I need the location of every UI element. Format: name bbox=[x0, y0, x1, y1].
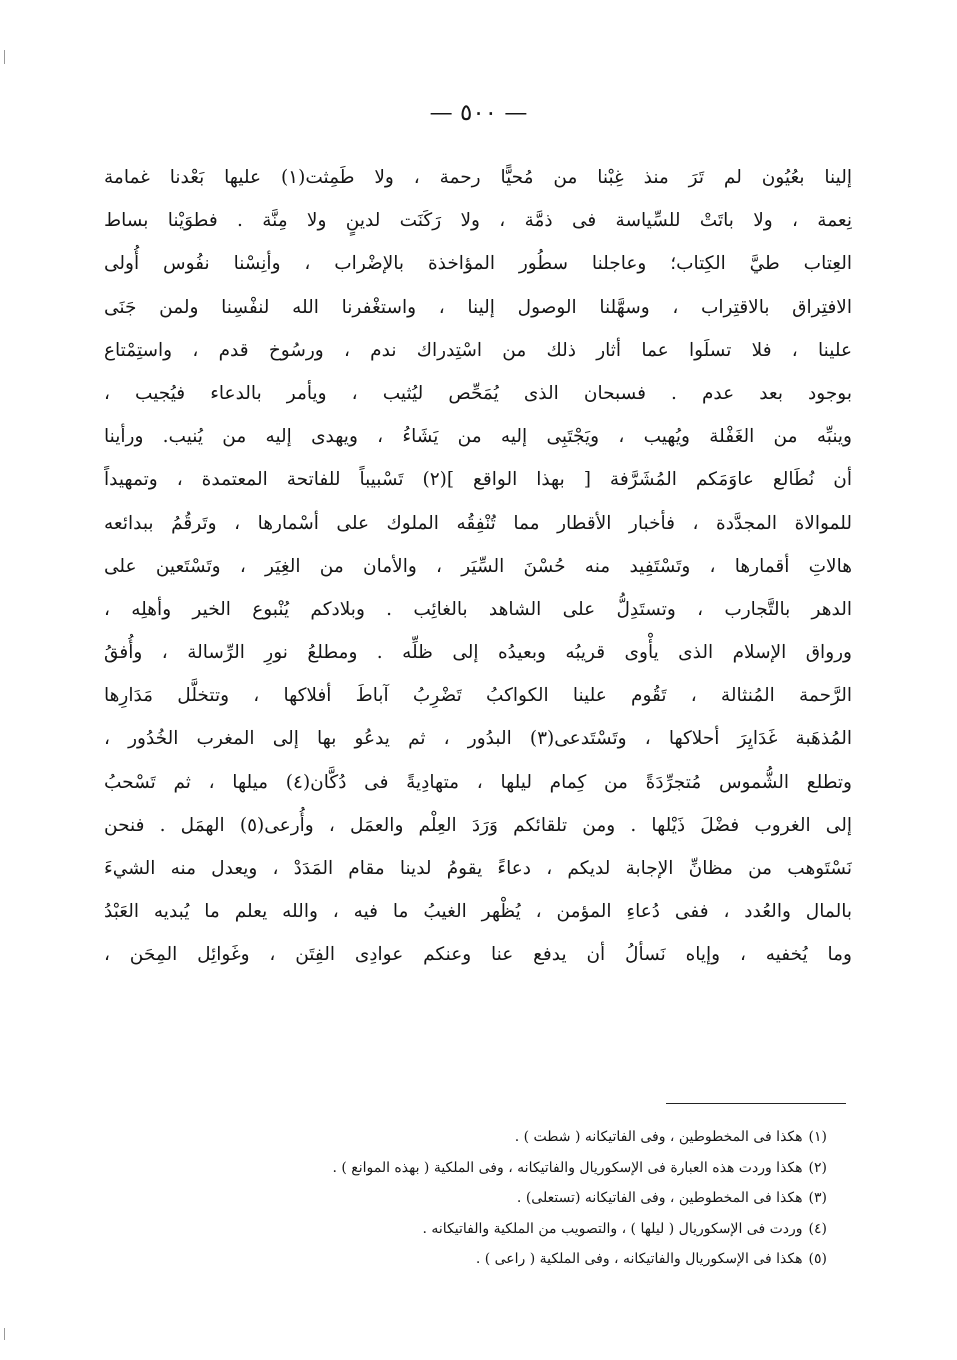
footnote bbox=[127, 1183, 827, 1214]
text-line: وما يُخفيه ، وإياه نَسألُ أن يدفع عنا وعنكم عوادِى الفِتَن ، وغَوائِل المِحَن ، bbox=[104, 944, 852, 966]
footnote bbox=[127, 1153, 827, 1184]
text-line: الدهر بالتَّجارب ، وتستَدِلُّ على الشاهد بالغائِب . وبلادكم يُنْبوع الخير وأهلِه ، bbox=[104, 598, 852, 620]
footnote-number: (٥) bbox=[808, 1251, 827, 1267]
footnote bbox=[127, 1214, 827, 1245]
text-line: ورواق الإسلام الذى يأْوى قريبُه وبعيدُه إلى ظلِّه . ومطلعُ نورِ الرِّسالة ، وأُفقُ bbox=[104, 642, 852, 664]
footnote bbox=[127, 1122, 827, 1153]
text-line: نِعمة ، ولا باتَتْ للسِّياسة فى ذمَّة ، ولا رَكَنَت لدينٍ ولا مِنَّة . فطوَيْنا بساط bbox=[104, 210, 852, 232]
footnote-text: هكذا فى المخطوطين ، وفى الفاتيكانه (تستعلى) . bbox=[516, 1190, 803, 1206]
text-line: إلى الغروب فضْلَ ذَيْلها . ومن تلقائكم وَرَدَ العِلْم والعمَل ، وأُرعى(٥) الهمَل . فنحن bbox=[104, 814, 852, 836]
main-text-block bbox=[104, 156, 852, 977]
text-line: وينبِّه من الغَفْلة ويُهيب ، ويَجْتَبِى إليه من يَشَاءُ ، ويهدى إليه من يُنيب. ورأينا bbox=[104, 426, 852, 448]
text-line: أن نُطَالع عاوَمَكم المُشَرَّفة [ بهذا الواقع ](٢) تَسْبيباً للفاتحة المعتمدة ، وتمهيداً bbox=[104, 469, 852, 491]
text-line: بالمال والعُدد ، ففى دُعاءِ المؤمن ، يُظْهر الغيبُ ما فيه ، والله يعلم ما يُبديه العَبْدُ bbox=[104, 901, 852, 923]
footnotes-block bbox=[127, 1122, 827, 1275]
footnote-divider bbox=[666, 1103, 846, 1104]
page-number: — ٥٠٠ — bbox=[429, 100, 528, 126]
footnote-number: (١) bbox=[808, 1129, 827, 1145]
scan-edge-mark bbox=[4, 50, 5, 64]
text-line: بوجود بعد عدم . فسبحان الذى يُمَحِّص ليُثيب ، ويأمر بالدعاء فيُجيب ، bbox=[104, 382, 852, 404]
footnote-number: (٤) bbox=[808, 1220, 827, 1237]
text-line: الرَّحمة المُنثالة ، تَقُوم علينا الكواكبُ تَضْرِبُ آباطَ أفلاكها ، وتتخلَّل مَدَارِها bbox=[104, 685, 852, 707]
footnote bbox=[127, 1244, 827, 1275]
text-line: وتطلع الشُّموس مُتجرِّدَةً من كِمام ليلها ، متهادِيةً فى دُكَّان(٤) ميلها ، ثم تَسْحبُ bbox=[104, 771, 852, 793]
text-line: للموالاة المجدَّدة ، فأخبار الأقطار مما تُنْفِقُه الملوك على أسْمارها ، وتَرقُمُ ببدائعه bbox=[104, 512, 852, 534]
text-line: المُذهَبة غَدَايِرَ أحلاكها ، وتَسْتَدعى(٣) البدُور ، ثم يدعُو بها إلى المغرب الخُدُور ، bbox=[104, 728, 852, 750]
footnote-text: هكذا فى الإسكوريال والفاتيكانه ، وفى الملكية ( راعى ) . bbox=[475, 1251, 803, 1267]
text-line: نَسْتَوهب من مظانِّ الإجابة لديكم ، دعاءً يقومُ لدينا مقام المَدَدْ ، ويعدل منه الشيءَ bbox=[104, 858, 852, 879]
footnote-number: (٢) bbox=[808, 1159, 827, 1176]
text-line: إلينا بعُيُون لم تَرَ منذ غِبْنا من مُحيًّا رحمة ، ولا طَمِثت(١) عليها بَعْدنا غمامة bbox=[104, 167, 852, 188]
footnote-text: وردت فى الإسكوريال ( ليلها ) ، والتصويب من الملكية والفاتيكانه . bbox=[422, 1220, 803, 1237]
text-line: هالاتِ أقمارها ، وتَسْتَفِيد منه حُسْنَ السِّيَر ، والأمان من الغِيَر ، وتَسْتَعين على bbox=[104, 555, 852, 577]
text-line: علينا ، فلا تسلَوا عما أثار ذلك من اسْتِدراك ندم ، ورسُوخ قدم ، واستِمْتاع bbox=[104, 339, 852, 361]
footnote-text: هكذا وردت هذه العبارة فى الإسكوريال والفاتيكانه ، وفى الملكية ( بهذه الموانع ) . bbox=[332, 1159, 803, 1176]
footnote-number: (٣) bbox=[808, 1190, 827, 1206]
scan-edge-mark bbox=[4, 1328, 5, 1340]
text-line: الافتِراق بالاقتِراب ، وسهَّلنا الوصول إلينا ، واستغْفرنا الله لنفْسِنا ولمن جَنَى bbox=[104, 296, 852, 318]
text-line: العِتاب طيَّ الكِتاب؛ وعاجلنا سطُور المؤاخذة بالإضْراب ، وأنِسْنا نفُوس أُولى bbox=[104, 253, 852, 275]
footnote-text: هكذا فى المخطوطين ، وفى الفاتيكانه ( شطت ) . bbox=[514, 1129, 803, 1145]
